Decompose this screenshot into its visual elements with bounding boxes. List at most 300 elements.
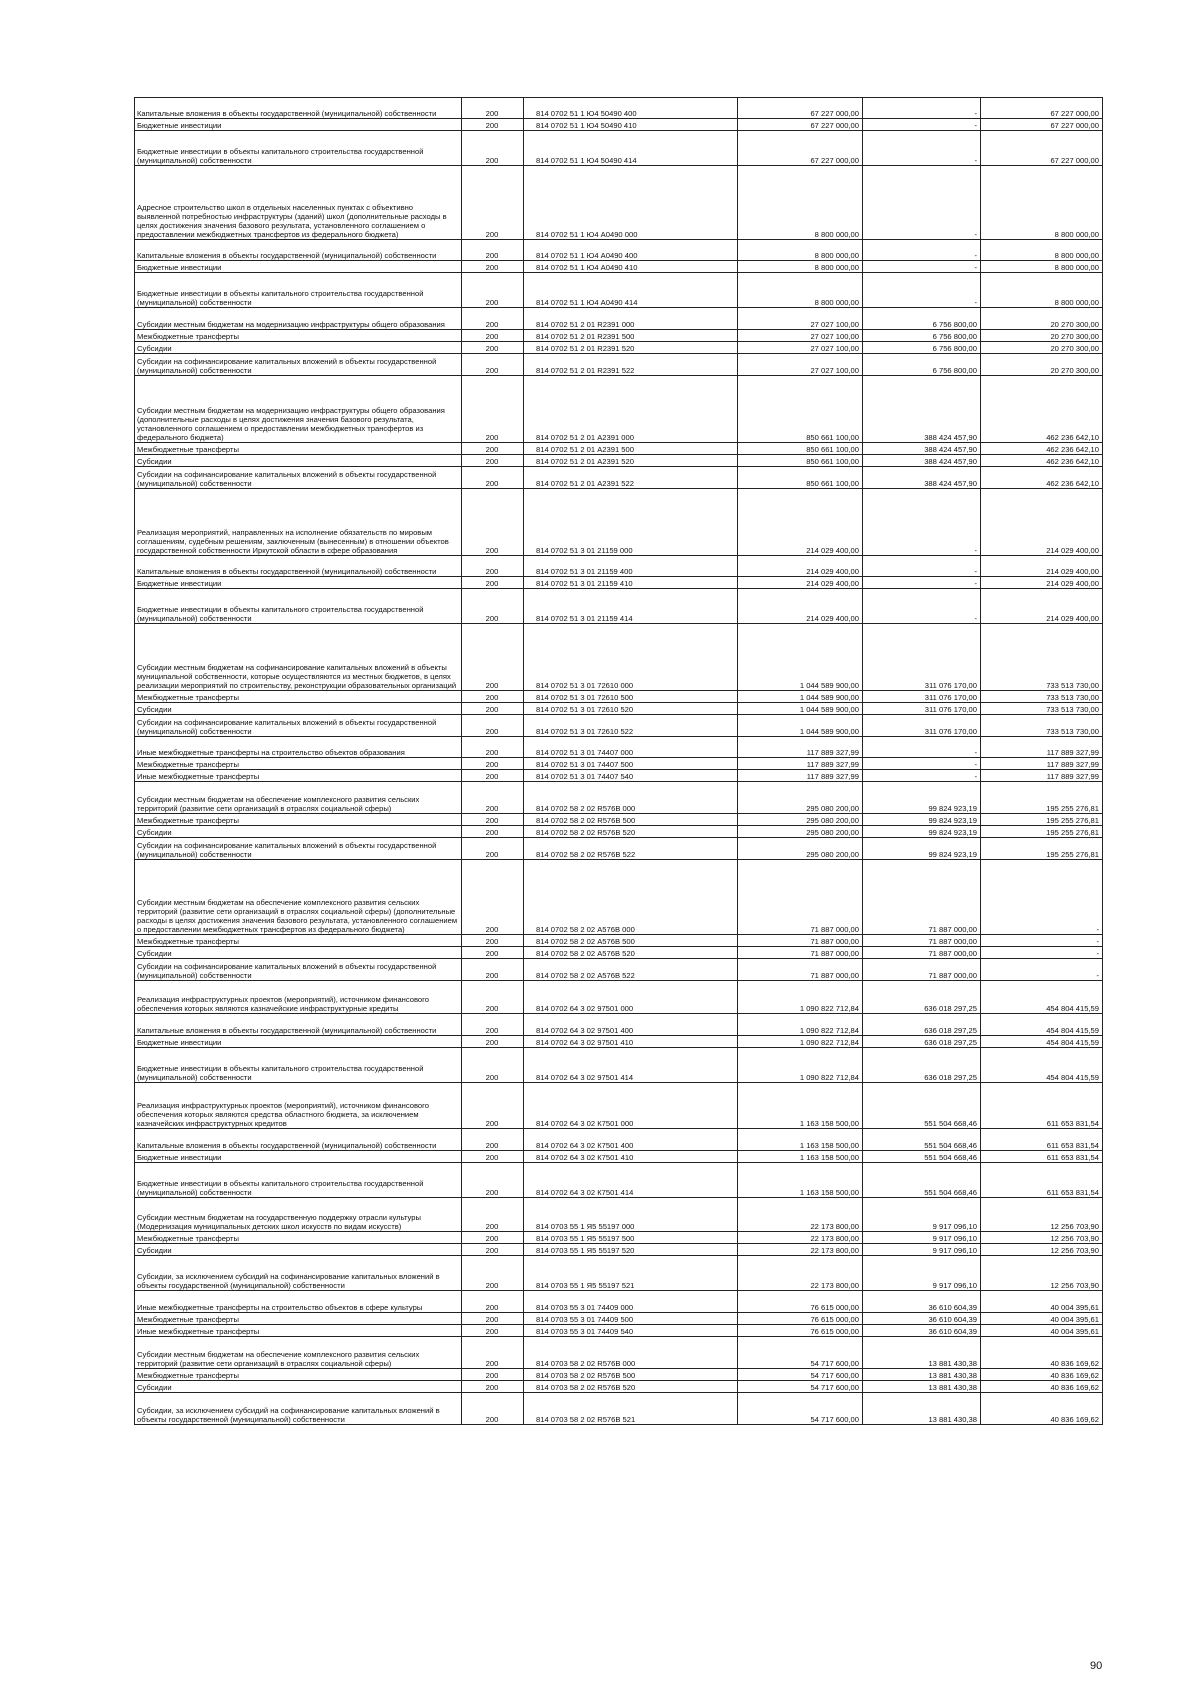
line-code-cell: 200 [462,261,524,273]
line-code-cell: 200 [462,826,524,838]
executed-amount-cell: 551 504 668,46 [863,1151,981,1163]
approved-amount-cell: 71 887 000,00 [738,947,863,959]
line-code-cell: 200 [462,1244,524,1256]
line-code-cell: 200 [462,1036,524,1048]
line-code-cell: 200 [462,443,524,455]
table-row [135,273,1103,308]
line-code-cell: 200 [462,1198,524,1232]
budget-classification-code-cell: 814 0702 51 2 01 R2391 520 [524,342,738,354]
expense-name-cell: Бюджетные инвестиции в объекты капитального строительства государственной (муниципальной) собственности [135,273,462,308]
executed-amount-cell: 36 610 604,39 [863,1325,981,1337]
remaining-amount-cell: 12 256 703,90 [981,1198,1103,1232]
remaining-amount-cell: 67 227 000,00 [981,119,1103,131]
table-row [135,467,1103,489]
line-code-cell: 200 [462,1163,524,1198]
budget-classification-code-cell: 814 0702 58 2 02 R576В 522 [524,838,738,860]
budget-classification-code-cell: 814 0703 55 1 Я5 55197 520 [524,1244,738,1256]
approved-amount-cell: 214 029 400,00 [738,577,863,589]
budget-classification-code-cell: 814 0702 64 3 02 97501 410 [524,1036,738,1048]
remaining-amount-cell: 12 256 703,90 [981,1232,1103,1244]
budget-classification-code-cell: 814 0702 64 3 02 К7501 410 [524,1151,738,1163]
expense-name-cell: Иные межбюджетные трансферты на строительство объектов в сфере культуры [135,1291,462,1313]
expense-name-cell: Адресное строительство школ в отдельных населенных пунктах с объективно выявленной потребностью инфраструктуры (зданий) школ (дополнительные расходы в целях достижения значения базового результата, установленного соглашением о предоставлении межбюджетных трансфертов из федерального бюджета) [135,166,462,240]
budget-classification-code-cell: 814 0702 58 2 02 А576В 522 [524,959,738,981]
budget-classification-code-cell: 814 0702 51 3 01 21159 400 [524,556,738,577]
line-code-cell: 200 [462,119,524,131]
expense-name-cell: Иные межбюджетные трансферты [135,770,462,782]
table-body [135,98,1103,1425]
line-code-cell: 200 [462,1393,524,1425]
expense-name-cell: Субсидии [135,1381,462,1393]
table-row [135,737,1103,758]
budget-classification-code-cell: 814 0702 51 1 Ю4 А0490 410 [524,261,738,273]
remaining-amount-cell: 462 236 642,10 [981,455,1103,467]
executed-amount-cell: 311 076 170,00 [863,624,981,691]
remaining-amount-cell: 20 270 300,00 [981,330,1103,342]
expense-name-cell: Иные межбюджетные трансферты [135,1325,462,1337]
expense-name-cell: Субсидии [135,826,462,838]
line-code-cell: 200 [462,342,524,354]
expense-name-cell: Субсидии местным бюджетам на модернизацию инфраструктуры общего образования (дополнительные расходы в целях достижения значения базового результата, установленного соглашением о предоставлении межбюджетных трансфертов из федерального бюджета) [135,376,462,443]
executed-amount-cell: 99 824 923,19 [863,814,981,826]
table-row [135,1381,1103,1393]
budget-classification-code-cell: 814 0702 51 3 01 72610 522 [524,715,738,737]
budget-classification-code-cell: 814 0702 51 2 01 А2391 520 [524,455,738,467]
remaining-amount-cell: 195 255 276,81 [981,782,1103,814]
table-row [135,308,1103,330]
executed-amount-cell: - [863,273,981,308]
table-row [135,1198,1103,1232]
line-code-cell: 200 [462,947,524,959]
approved-amount-cell: 850 661 100,00 [738,376,863,443]
executed-amount-cell: - [863,758,981,770]
approved-amount-cell: 27 027 100,00 [738,342,863,354]
executed-amount-cell: 9 917 096,10 [863,1256,981,1291]
approved-amount-cell: 8 800 000,00 [738,261,863,273]
expense-name-cell: Субсидии [135,1244,462,1256]
approved-amount-cell: 1 090 822 712,84 [738,1036,863,1048]
budget-classification-code-cell: 814 0702 51 3 01 72610 000 [524,624,738,691]
executed-amount-cell: - [863,577,981,589]
approved-amount-cell: 76 615 000,00 [738,1313,863,1325]
approved-amount-cell: 214 029 400,00 [738,489,863,556]
executed-amount-cell: 636 018 297,25 [863,1014,981,1036]
line-code-cell: 200 [462,1129,524,1151]
approved-amount-cell: 1 044 589 900,00 [738,715,863,737]
approved-amount-cell: 27 027 100,00 [738,308,863,330]
budget-table-sheet [134,97,1102,1425]
table-row [135,981,1103,1014]
remaining-amount-cell: 40 836 169,62 [981,1381,1103,1393]
expense-name-cell: Субсидии местным бюджетам на модернизацию инфраструктуры общего образования [135,308,462,330]
executed-amount-cell: 551 504 668,46 [863,1083,981,1129]
line-code-cell: 200 [462,273,524,308]
executed-amount-cell: - [863,589,981,624]
budget-classification-code-cell: 814 0702 64 3 02 К7501 000 [524,1083,738,1129]
approved-amount-cell: 214 029 400,00 [738,589,863,624]
remaining-amount-cell: 67 227 000,00 [981,98,1103,119]
table-row [135,1291,1103,1313]
expense-name-cell: Субсидии местным бюджетам на обеспечение комплексного развития сельских территорий (развитие сети организаций в отраслях социальной сферы) [135,782,462,814]
remaining-amount-cell: 733 513 730,00 [981,691,1103,703]
remaining-amount-cell: 67 227 000,00 [981,131,1103,166]
table-row [135,1232,1103,1244]
table-row [135,98,1103,119]
table-row [135,131,1103,166]
remaining-amount-cell: 117 889 327,99 [981,770,1103,782]
executed-amount-cell: 311 076 170,00 [863,715,981,737]
expense-name-cell: Капитальные вложения в объекты государственной (муниципальной) собственности [135,98,462,119]
expense-name-cell: Бюджетные инвестиции в объекты капитального строительства государственной (муниципальной) собственности [135,589,462,624]
line-code-cell: 200 [462,935,524,947]
approved-amount-cell: 214 029 400,00 [738,556,863,577]
line-code-cell: 200 [462,308,524,330]
remaining-amount-cell: 40 004 395,61 [981,1291,1103,1313]
budget-classification-code-cell: 814 0703 58 2 02 R576В 500 [524,1369,738,1381]
table-row [135,1083,1103,1129]
table-row [135,166,1103,240]
approved-amount-cell: 76 615 000,00 [738,1325,863,1337]
executed-amount-cell: 9 917 096,10 [863,1198,981,1232]
table-row [135,814,1103,826]
table-row [135,1048,1103,1083]
approved-amount-cell: 295 080 200,00 [738,814,863,826]
approved-amount-cell: 54 717 600,00 [738,1381,863,1393]
expense-name-cell: Бюджетные инвестиции [135,261,462,273]
budget-classification-code-cell: 814 0702 51 3 01 74407 500 [524,758,738,770]
executed-amount-cell: - [863,166,981,240]
executed-amount-cell: 6 756 800,00 [863,330,981,342]
budget-classification-code-cell: 814 0702 51 2 01 R2391 500 [524,330,738,342]
expense-name-cell: Межбюджетные трансферты [135,1369,462,1381]
executed-amount-cell: 551 504 668,46 [863,1129,981,1151]
table-row [135,119,1103,131]
table-row [135,1325,1103,1337]
executed-amount-cell: - [863,261,981,273]
budget-classification-code-cell: 814 0702 51 1 Ю4 50490 410 [524,119,738,131]
budget-classification-code-cell: 814 0702 58 2 02 R576В 000 [524,782,738,814]
line-code-cell: 200 [462,489,524,556]
table-row [135,342,1103,354]
remaining-amount-cell: 117 889 327,99 [981,758,1103,770]
approved-amount-cell: 22 173 800,00 [738,1256,863,1291]
expense-name-cell: Межбюджетные трансферты [135,935,462,947]
line-code-cell: 200 [462,715,524,737]
remaining-amount-cell: 214 029 400,00 [981,489,1103,556]
line-code-cell: 200 [462,455,524,467]
budget-classification-code-cell: 814 0703 58 2 02 R576В 000 [524,1337,738,1369]
line-code-cell: 200 [462,737,524,758]
executed-amount-cell: 6 756 800,00 [863,354,981,376]
budget-classification-code-cell: 814 0702 51 3 01 21159 410 [524,577,738,589]
line-code-cell: 200 [462,1014,524,1036]
remaining-amount-cell: 462 236 642,10 [981,467,1103,489]
budget-classification-code-cell: 814 0702 51 1 Ю4 А0490 414 [524,273,738,308]
expense-name-cell: Субсидии [135,342,462,354]
line-code-cell: 200 [462,1048,524,1083]
executed-amount-cell: 13 881 430,38 [863,1369,981,1381]
executed-amount-cell: 99 824 923,19 [863,838,981,860]
approved-amount-cell: 1 163 158 500,00 [738,1083,863,1129]
budget-classification-code-cell: 814 0703 55 3 01 74409 000 [524,1291,738,1313]
budget-classification-code-cell: 814 0702 58 2 02 R576В 500 [524,814,738,826]
table-row [135,240,1103,261]
approved-amount-cell: 295 080 200,00 [738,782,863,814]
remaining-amount-cell: - [981,947,1103,959]
expense-name-cell: Бюджетные инвестиции [135,1036,462,1048]
expense-name-cell: Субсидии местным бюджетам на обеспечение комплексного развития сельских территорий (развитие сети организаций в отраслях социальной сферы) (дополнительные расходы в целях достижения значения базового результата, установленного соглашением о предоставлении межбюджетных трансфертов из федерального бюджета) [135,860,462,935]
remaining-amount-cell: 611 653 831,54 [981,1163,1103,1198]
line-code-cell: 200 [462,1151,524,1163]
executed-amount-cell: - [863,489,981,556]
approved-amount-cell: 8 800 000,00 [738,240,863,261]
approved-amount-cell: 22 173 800,00 [738,1232,863,1244]
executed-amount-cell: 36 610 604,39 [863,1291,981,1313]
executed-amount-cell: 388 424 457,90 [863,455,981,467]
table-row [135,935,1103,947]
table-row [135,577,1103,589]
table-row [135,1393,1103,1425]
approved-amount-cell: 27 027 100,00 [738,330,863,342]
table-row [135,758,1103,770]
expense-name-cell: Капитальные вложения в объекты государственной (муниципальной) собственности [135,240,462,261]
line-code-cell: 200 [462,860,524,935]
table-row [135,589,1103,624]
budget-classification-code-cell: 814 0702 64 3 02 К7501 414 [524,1163,738,1198]
remaining-amount-cell: 195 255 276,81 [981,838,1103,860]
remaining-amount-cell: 12 256 703,90 [981,1256,1103,1291]
expense-name-cell: Межбюджетные трансферты [135,330,462,342]
expense-name-cell: Субсидии, за исключением субсидий на софинансирование капитальных вложений в объекты государственной (муниципальной) собственности [135,1393,462,1425]
approved-amount-cell: 117 889 327,99 [738,737,863,758]
executed-amount-cell: - [863,131,981,166]
budget-classification-code-cell: 814 0703 58 2 02 R576В 520 [524,1381,738,1393]
expense-name-cell: Бюджетные инвестиции [135,1151,462,1163]
line-code-cell: 200 [462,354,524,376]
remaining-amount-cell: 611 653 831,54 [981,1083,1103,1129]
remaining-amount-cell: 195 255 276,81 [981,826,1103,838]
line-code-cell: 200 [462,1325,524,1337]
approved-amount-cell: 71 887 000,00 [738,860,863,935]
expense-name-cell: Бюджетные инвестиции [135,119,462,131]
executed-amount-cell: 71 887 000,00 [863,959,981,981]
budget-classification-code-cell: 814 0702 51 3 01 21159 414 [524,589,738,624]
table-row [135,1337,1103,1369]
table-row [135,354,1103,376]
expense-name-cell: Субсидии местным бюджетам на государственную поддержку отрасли культуры (Модернизация муниципальных детских школ искусств по видам искусств) [135,1198,462,1232]
remaining-amount-cell: 8 800 000,00 [981,166,1103,240]
table-row [135,1129,1103,1151]
remaining-amount-cell: 454 804 415,59 [981,1048,1103,1083]
budget-classification-code-cell: 814 0702 64 3 02 97501 000 [524,981,738,1014]
expense-name-cell: Иные межбюджетные трансферты на строительство объектов образования [135,737,462,758]
executed-amount-cell: 388 424 457,90 [863,443,981,455]
executed-amount-cell: 311 076 170,00 [863,703,981,715]
expense-name-cell: Бюджетные инвестиции [135,577,462,589]
budget-classification-code-cell: 814 0702 51 2 01 R2391 000 [524,308,738,330]
table-row [135,947,1103,959]
executed-amount-cell: 388 424 457,90 [863,467,981,489]
line-code-cell: 200 [462,556,524,577]
approved-amount-cell: 76 615 000,00 [738,1291,863,1313]
table-row [135,959,1103,981]
executed-amount-cell: - [863,770,981,782]
remaining-amount-cell: 40 004 395,61 [981,1313,1103,1325]
remaining-amount-cell: 8 800 000,00 [981,273,1103,308]
expense-name-cell: Реализация мероприятий, направленных на исполнение обязательств по мировым соглашениям, судебным решениям, заключенным (вынесенным) в отношении объектов государственной собственности Иркутской области в сфере образования [135,489,462,556]
approved-amount-cell: 117 889 327,99 [738,770,863,782]
table-row [135,1256,1103,1291]
remaining-amount-cell: 611 653 831,54 [981,1129,1103,1151]
executed-amount-cell: 636 018 297,25 [863,1048,981,1083]
expense-name-cell: Реализация инфраструктурных проектов (мероприятий), источником финансового обеспечения которых являются средства областного бюджета, за исключением казначейских инфраструктурных кредитов [135,1083,462,1129]
expense-name-cell: Субсидии на софинансирование капитальных вложений в объекты государственной (муниципальной) собственности [135,467,462,489]
remaining-amount-cell: - [981,959,1103,981]
remaining-amount-cell: 214 029 400,00 [981,577,1103,589]
expense-name-cell: Капитальные вложения в объекты государственной (муниципальной) собственности [135,1129,462,1151]
remaining-amount-cell: 8 800 000,00 [981,261,1103,273]
line-code-cell: 200 [462,758,524,770]
line-code-cell: 200 [462,838,524,860]
remaining-amount-cell: 462 236 642,10 [981,376,1103,443]
approved-amount-cell: 1 044 589 900,00 [738,703,863,715]
table-row [135,1244,1103,1256]
executed-amount-cell: - [863,98,981,119]
executed-amount-cell: 9 917 096,10 [863,1244,981,1256]
table-row [135,770,1103,782]
approved-amount-cell: 1 163 158 500,00 [738,1163,863,1198]
line-code-cell: 200 [462,330,524,342]
remaining-amount-cell: 611 653 831,54 [981,1151,1103,1163]
expense-name-cell: Субсидии, за исключением субсидий на софинансирование капитальных вложений в объекты государственной (муниципальной) собственности [135,1256,462,1291]
table-row [135,455,1103,467]
line-code-cell: 200 [462,770,524,782]
expense-name-cell: Субсидии на софинансирование капитальных вложений в объекты государственной (муниципальной) собственности [135,959,462,981]
line-code-cell: 200 [462,1083,524,1129]
approved-amount-cell: 850 661 100,00 [738,467,863,489]
budget-classification-code-cell: 814 0702 51 1 Ю4 50490 400 [524,98,738,119]
page-number: 90 [1090,1660,1103,1672]
table-row [135,691,1103,703]
approved-amount-cell: 850 661 100,00 [738,455,863,467]
approved-amount-cell: 71 887 000,00 [738,935,863,947]
expense-name-cell: Межбюджетные трансферты [135,1232,462,1244]
approved-amount-cell: 1 090 822 712,84 [738,981,863,1014]
budget-classification-code-cell: 814 0702 51 1 Ю4 50490 414 [524,131,738,166]
executed-amount-cell: 71 887 000,00 [863,860,981,935]
remaining-amount-cell: 12 256 703,90 [981,1244,1103,1256]
line-code-cell: 200 [462,1256,524,1291]
approved-amount-cell: 54 717 600,00 [738,1393,863,1425]
executed-amount-cell: 71 887 000,00 [863,935,981,947]
expense-name-cell: Межбюджетные трансферты [135,443,462,455]
executed-amount-cell: 13 881 430,38 [863,1381,981,1393]
remaining-amount-cell: 40 836 169,62 [981,1393,1103,1425]
table-row [135,782,1103,814]
budget-classification-code-cell: 814 0702 51 2 01 R2391 522 [524,354,738,376]
remaining-amount-cell: 40 836 169,62 [981,1369,1103,1381]
budget-classification-code-cell: 814 0702 58 2 02 А576В 500 [524,935,738,947]
approved-amount-cell: 67 227 000,00 [738,119,863,131]
approved-amount-cell: 71 887 000,00 [738,959,863,981]
table-row [135,443,1103,455]
expense-name-cell: Субсидии на софинансирование капитальных вложений в объекты государственной (муниципальной) собственности [135,354,462,376]
line-code-cell: 200 [462,577,524,589]
executed-amount-cell: 71 887 000,00 [863,947,981,959]
remaining-amount-cell: - [981,935,1103,947]
approved-amount-cell: 22 173 800,00 [738,1244,863,1256]
budget-classification-code-cell: 814 0703 58 2 02 R576В 521 [524,1393,738,1425]
remaining-amount-cell: 20 270 300,00 [981,354,1103,376]
line-code-cell: 200 [462,703,524,715]
line-code-cell: 200 [462,589,524,624]
expense-name-cell: Межбюджетные трансферты [135,1313,462,1325]
line-code-cell: 200 [462,1337,524,1369]
table-row [135,838,1103,860]
executed-amount-cell: 36 610 604,39 [863,1313,981,1325]
remaining-amount-cell: 40 004 395,61 [981,1325,1103,1337]
budget-classification-code-cell: 814 0702 51 1 Ю4 А0490 400 [524,240,738,261]
executed-amount-cell: 99 824 923,19 [863,782,981,814]
budget-classification-code-cell: 814 0703 55 3 01 74409 500 [524,1313,738,1325]
budget-classification-code-cell: 814 0703 55 3 01 74409 540 [524,1325,738,1337]
remaining-amount-cell: 40 836 169,62 [981,1337,1103,1369]
approved-amount-cell: 54 717 600,00 [738,1369,863,1381]
expense-name-cell: Реализация инфраструктурных проектов (мероприятий), источником финансового обеспечения которых являются казначейские инфраструктурные кредиты [135,981,462,1014]
line-code-cell: 200 [462,240,524,261]
expense-name-cell: Субсидии [135,703,462,715]
line-code-cell: 200 [462,1313,524,1325]
budget-classification-code-cell: 814 0702 64 3 02 97501 414 [524,1048,738,1083]
remaining-amount-cell: 214 029 400,00 [981,556,1103,577]
line-code-cell: 200 [462,1291,524,1313]
approved-amount-cell: 295 080 200,00 [738,838,863,860]
line-code-cell: 200 [462,1381,524,1393]
remaining-amount-cell: 20 270 300,00 [981,308,1103,330]
line-code-cell: 200 [462,98,524,119]
budget-classification-code-cell: 814 0702 51 3 01 72610 520 [524,703,738,715]
budget-classification-code-cell: 814 0702 58 2 02 А576В 000 [524,860,738,935]
approved-amount-cell: 1 090 822 712,84 [738,1048,863,1083]
approved-amount-cell: 8 800 000,00 [738,166,863,240]
approved-amount-cell: 67 227 000,00 [738,131,863,166]
expense-name-cell: Субсидии на софинансирование капитальных вложений в объекты государственной (муниципальной) собственности [135,715,462,737]
executed-amount-cell: - [863,556,981,577]
executed-amount-cell: - [863,737,981,758]
approved-amount-cell: 54 717 600,00 [738,1337,863,1369]
budget-classification-code-cell: 814 0702 64 3 02 К7501 400 [524,1129,738,1151]
table-row [135,1163,1103,1198]
executed-amount-cell: 6 756 800,00 [863,342,981,354]
table-row [135,376,1103,443]
remaining-amount-cell: 733 513 730,00 [981,703,1103,715]
table-row [135,330,1103,342]
approved-amount-cell: 22 173 800,00 [738,1198,863,1232]
approved-amount-cell: 117 889 327,99 [738,758,863,770]
expense-name-cell: Межбюджетные трансферты [135,691,462,703]
line-code-cell: 200 [462,166,524,240]
remaining-amount-cell: 214 029 400,00 [981,589,1103,624]
table-row [135,1036,1103,1048]
approved-amount-cell: 1 044 589 900,00 [738,691,863,703]
remaining-amount-cell: 454 804 415,59 [981,981,1103,1014]
expense-name-cell: Субсидии [135,947,462,959]
executed-amount-cell: 636 018 297,25 [863,981,981,1014]
remaining-amount-cell: 8 800 000,00 [981,240,1103,261]
line-code-cell: 200 [462,959,524,981]
table-row [135,489,1103,556]
expense-name-cell: Бюджетные инвестиции в объекты капитального строительства государственной (муниципальной) собственности [135,1163,462,1198]
